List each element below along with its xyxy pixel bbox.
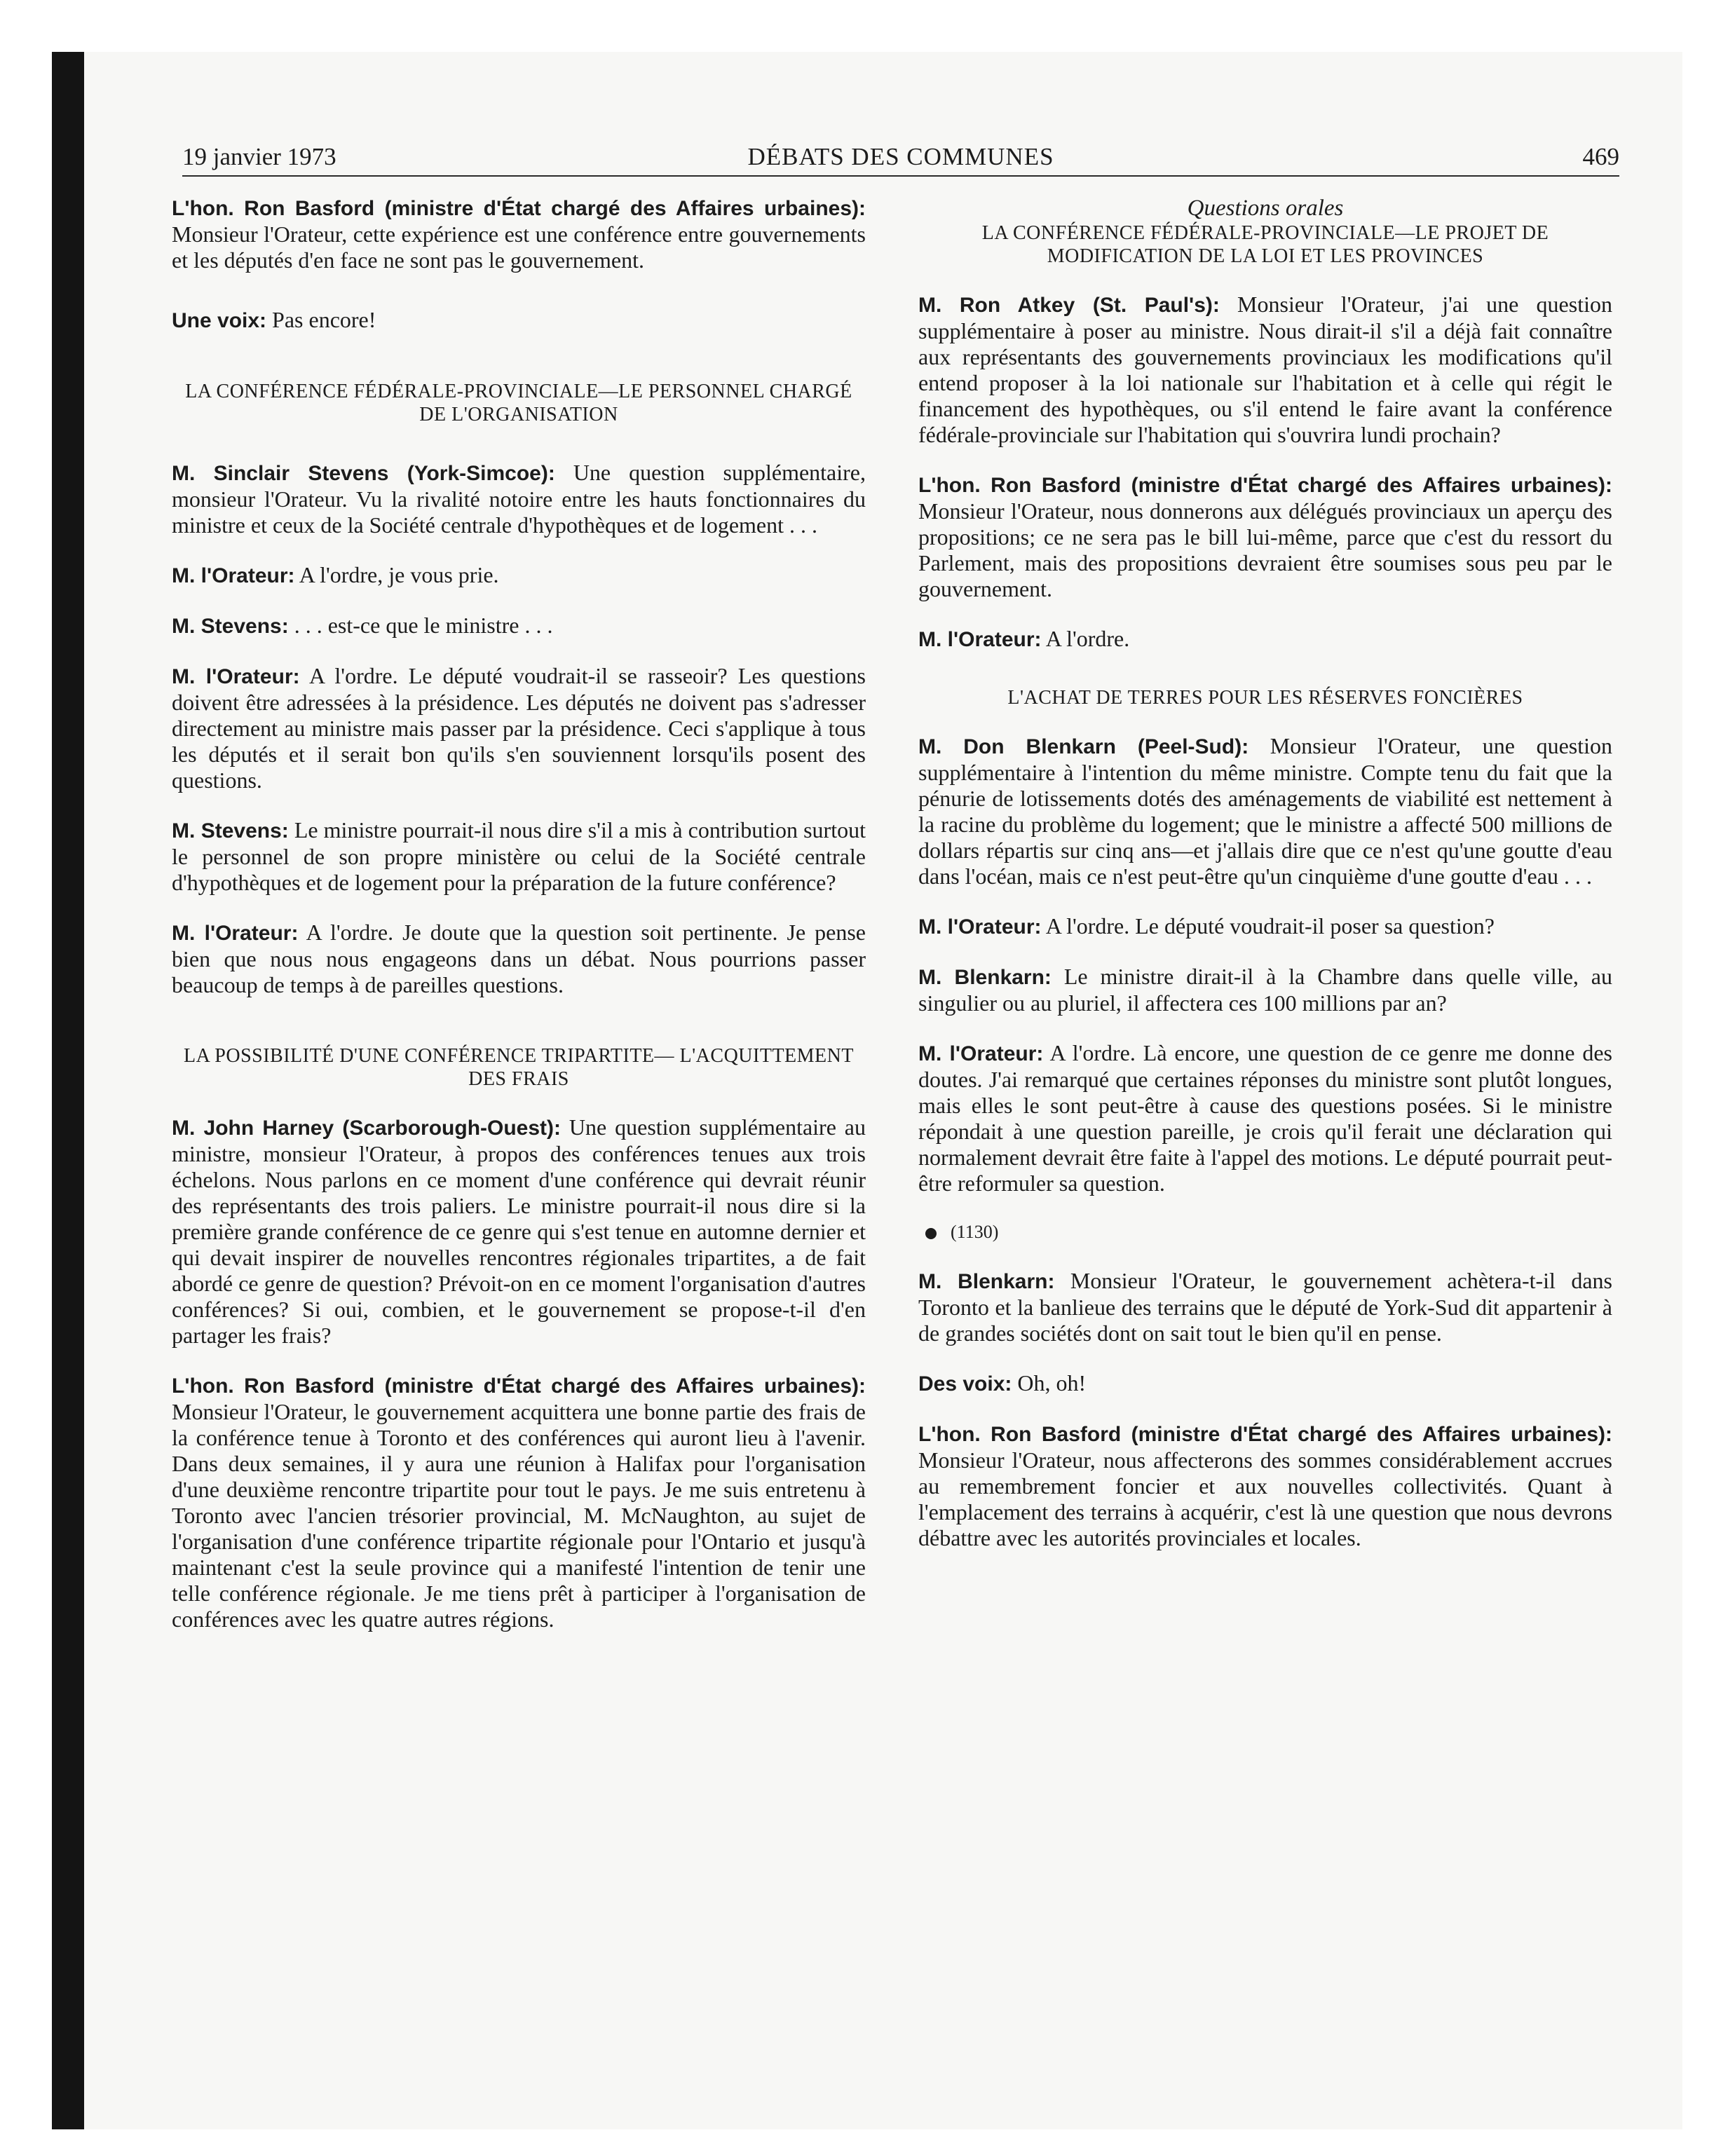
speech-paragraph	[918, 1040, 1612, 1196]
section-heading: LA CONFÉRENCE FÉDÉRALE-PROVINCIALE—LE PROJET DE MODIFICATION DE LA LOI ET LES PROVINCES	[981, 222, 1549, 267]
bullet-icon	[925, 1228, 937, 1239]
speaker-name: M. Blenkarn:	[918, 966, 1052, 989]
speech-text: Le ministre pourrait-il nous dire s'il a mis à contribution surtout le personnel de son propre ministère ou celui de la Société centrale d'hypothèques et de logement pour la préparation de la future conférence?	[172, 817, 866, 895]
speaker-name: L'hon. Ron Basford (ministre d'État chargé des Affaires urbaines):	[918, 1423, 1612, 1446]
speech-text: Monsieur l'Orateur, cette expérience est une conférence entre gouvernements et les députés d'en face ne sont pas le gouvernement.	[172, 221, 866, 273]
speech-text: Une question supplémentaire, monsieur l'Orateur. Vu la rivalité notoire entre les hauts fonctionnaires du ministre et ceux de la Société centrale d'hypothèques et de logement . . .	[172, 460, 866, 538]
speech-paragraph	[172, 195, 866, 273]
section-title: Questions orales	[1187, 196, 1344, 221]
speech-text: A l'ordre. Le député voudrait-il poser sa question?	[1041, 913, 1495, 939]
speech-text: Monsieur l'Orateur, nous donnerons aux délégués provinciaux un aperçu des propositions; ce ne sera pas le bill lui-même, parce que c'est du ressort du Parlement, mais des propositions devraient être soumises sous peu par le gouvernement.	[918, 498, 1612, 601]
speaker-name: M. John Harney (Scarborough-Ouest):	[172, 1117, 562, 1140]
section-heading: LA CONFÉRENCE FÉDÉRALE-PROVINCIALE—LE PERSONNEL CHARGÉ DE L'ORGANISATION	[185, 381, 852, 425]
speech-paragraph	[918, 964, 1612, 1016]
speech-text: Monsieur l'Orateur, j'ai une question supplémentaire à poser au ministre. Nous dirait-il s'il a déjà fait connaître aux représentants des gouvernements provinciaux les modifications qu'il entend proposer à la loi nationale sur l'habitation et à celle qui régit le financement des hypothèques, ou s'il entend le faire avant la conférence fédérale-provinciale sur l'habitation qui s'ouvrira lundi prochain?	[918, 292, 1612, 447]
speech-paragraph	[172, 307, 866, 334]
speech-text: Monsieur l'Orateur, le gouvernement acquittera une bonne partie des frais de la conférence tenue à Toronto et des conférences qui auront lieu à l'avenir. Dans deux semaines, il y aura une réunion à Halifax pour l'organisation d'une deuxième rencontre tripartite pour tout le pays. Je me suis entretenu à Toronto avec l'ancien trésorier provincial, M. McNaughton, au sujet de l'organisation d'une conférence tripartite régionale pour l'Ontario et jusqu'à maintenant c'est la seule province qui a manifesté l'intention de tenir une telle conférence régionale. Je me tiens prêt à participer à l'organisation de conférences avec les quatre autres régions.	[172, 1399, 866, 1632]
speech-text: A l'ordre. Là encore, une question de ce genre me donne des doutes. J'ai remarqué que certaines réponses du ministre sont plutôt longues, mais elles le sont peut-être à cause des questions posées. Si le ministre répondait à une question pareille, je crois qu'il ferait une déclaration qui normalement devrait être faite à l'appel des motions. Le député pourrait peut-être reformuler sa question.	[918, 1040, 1612, 1196]
speaker-name: M. Don Blenkarn (Peel-Sud):	[918, 735, 1249, 758]
header-date: 19 janvier 1973	[182, 143, 336, 170]
speaker-name: L'hon. Ron Basford (ministre d'État chargé des Affaires urbaines):	[172, 1374, 866, 1398]
speech-text: A l'ordre. Je doute que la question soit pertinente. Je pense bien que nous nous engageons dans un débat. Nous pourrions passer beaucoup de temps à de pareilles questions.	[172, 920, 866, 997]
speech-text: A l'ordre. Le député voudrait-il se rasseoir? Les questions doivent être adressées à la présidence. Les députés ne doivent pas s'adresser directement au ministre mais passer par la présidence. Ceci s'applique à tous les députés et il serait bon qu'ils s'en souviennent lorsqu'ils posent des questions.	[172, 663, 866, 793]
left-column	[172, 195, 866, 1632]
speech-text: Monsieur l'Orateur, nous affecterons des sommes considérablement accrues au remembrement foncier et aux nouvelles collectivités. Quant à l'emplacement des terrains à acquérir, c'est là une question que nous devrons débattre avec les autorités provinciales et locales.	[918, 1447, 1612, 1550]
speaker-name: M. l'Orateur:	[918, 1042, 1044, 1065]
header-title: DÉBATS DES COMMUNES	[747, 143, 1054, 170]
speech-text: Pas encore!	[266, 307, 376, 332]
speech-paragraph	[918, 1370, 1612, 1397]
speaker-name: M. l'Orateur:	[172, 564, 295, 587]
speech-paragraph	[918, 292, 1612, 448]
speech-paragraph	[172, 460, 866, 538]
speech-paragraph	[918, 472, 1612, 602]
speech-paragraph	[172, 920, 866, 998]
section-heading: L'ACHAT DE TERRES POUR LES RÉSERVES FONCIÈRES	[1007, 687, 1523, 709]
page-header	[182, 135, 1619, 177]
speech-text: A l'ordre.	[1041, 626, 1130, 651]
speech-text: Une question supplémentaire au ministre, monsieur l'Orateur, à propos des conférences tenues aux trois échelons. Nous parlons en ce moment d'une conférence qui devrait réunir des représentants des trois paliers. Le ministre pourrait-il nous dire si la première grande conférence de ce genre qui s'est tenue en automne dernier et qui devait inspirer de nouvelles rencontres régionales tripartites, a de fait abordé ce genre de question? Prévoit-on en ce moment l'organisation d'autres conférences? Si oui, combien, et le gouvernement se propose-t-il d'en partager les frais?	[172, 1114, 866, 1348]
speech-paragraph	[172, 562, 866, 589]
speech-paragraph	[172, 1372, 866, 1632]
speech-text: Monsieur l'Orateur, une question supplémentaire à l'intention du même ministre. Compte tenu du fait que la pénurie de lotissements dotés des aménagements de viabilité est nettement à la racine du problème du logement; que le ministre a affecté 500 millions de dollars répartis sur cinq ans—et j'allais dire que ce n'est qu'une goutte d'eau dans l'océan, mais ce n'est peut-être qu'un cinquième d'une goutte d'eau . . .	[918, 733, 1613, 889]
speech-paragraph	[918, 733, 1612, 889]
speech-text: . . . est-ce que le ministre . . .	[288, 613, 553, 638]
speech-paragraph	[172, 613, 866, 639]
speech-paragraph	[918, 626, 1612, 653]
speech-text: Le ministre dirait-il à la Chambre dans quelle ville, au singulier ou au pluriel, il affectera ces 100 millions par an?	[918, 964, 1613, 1016]
speaker-name: M. Blenkarn:	[918, 1270, 1055, 1293]
speech-text: Monsieur l'Orateur, le gouvernement achètera-t-il dans Toronto et la banlieue des terrains que le député de York-Sud dit appartenir à de grandes sociétés dont on sait tout le bien qu'il en pense.	[918, 1268, 1613, 1346]
speaker-name: M. Sinclair Stevens (York-Simcoe):	[172, 462, 555, 485]
speech-paragraph	[172, 817, 866, 896]
speaker-name: M. Stevens:	[172, 819, 289, 842]
right-column	[918, 195, 1612, 1551]
scan-edge-shadow	[52, 52, 84, 2129]
speech-text: A l'ordre, je vous prie.	[294, 562, 499, 587]
section-heading: LA POSSIBILITÉ D'UNE CONFÉRENCE TRIPARTITE— L'ACQUITTEMENT DES FRAIS	[184, 1045, 854, 1090]
speaker-name: Des voix:	[918, 1372, 1012, 1396]
speech-text: Oh, oh!	[1012, 1370, 1087, 1396]
speaker-name: M. l'Orateur:	[172, 665, 300, 688]
speech-paragraph	[918, 1268, 1612, 1346]
speaker-name: M. l'Orateur:	[918, 628, 1042, 651]
header-page-number: 469	[1582, 143, 1619, 170]
speaker-name: M. l'Orateur:	[172, 922, 299, 945]
speech-paragraph	[172, 663, 866, 793]
time-marker	[918, 1220, 1612, 1244]
speaker-name: L'hon. Ron Basford (ministre d'État chargé des Affaires urbaines):	[172, 197, 866, 220]
speech-paragraph	[918, 1421, 1612, 1551]
speaker-name: Une voix:	[172, 309, 267, 332]
speech-paragraph	[172, 1114, 866, 1349]
speaker-name: L'hon. Ron Basford (ministre d'État chargé des Affaires urbaines):	[918, 474, 1612, 497]
speaker-name: M. Ron Atkey (St. Paul's):	[918, 294, 1220, 317]
speaker-name: M. l'Orateur:	[918, 915, 1042, 939]
speech-paragraph	[918, 913, 1612, 940]
speaker-name: M. Stevens:	[172, 615, 289, 638]
time-marker-text: (1130)	[951, 1222, 999, 1242]
